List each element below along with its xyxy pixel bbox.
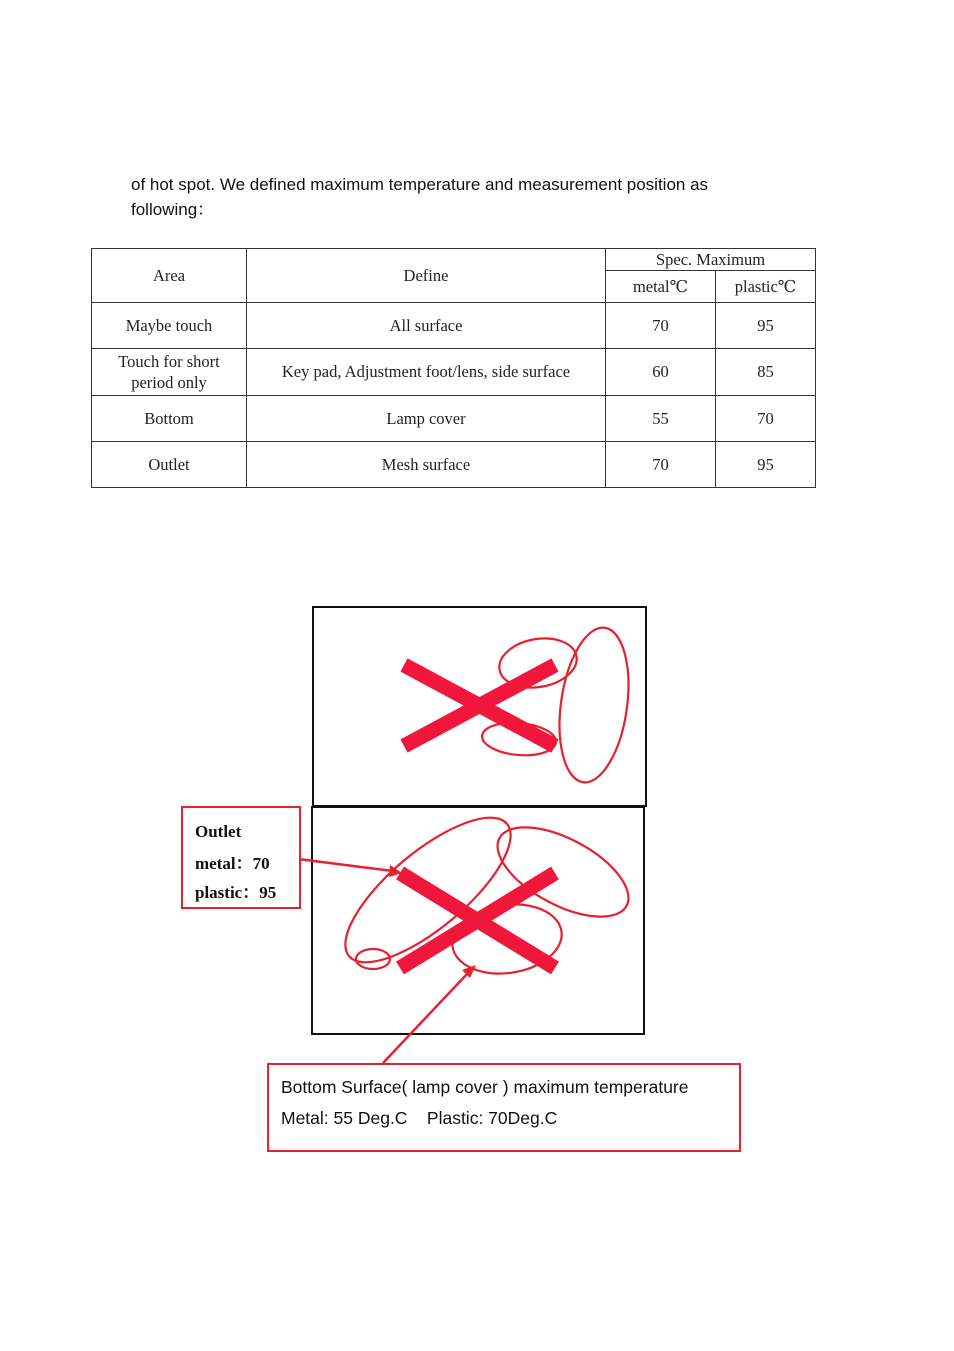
- cell-metal: 60: [606, 349, 716, 395]
- cell-define: Mesh surface: [247, 441, 606, 487]
- cell-area: Touch for short period only: [92, 349, 247, 395]
- cell-define: All surface: [247, 303, 606, 349]
- bottom-callout-line-2: Metal: 55 Deg.C Plastic: 70Deg.C: [281, 1108, 558, 1128]
- cell-plastic: 95: [716, 441, 816, 487]
- bottom-hotspot-circles: [325, 795, 642, 986]
- outlet-arrow-icon: [298, 859, 402, 877]
- cell-area: Bottom: [92, 395, 247, 441]
- outlet-callout-title: Outlet: [195, 822, 242, 841]
- cell-metal: 70: [606, 303, 716, 349]
- header-define: Define: [247, 249, 606, 303]
- cell-define: Lamp cover: [247, 395, 606, 441]
- intro-line-1: of hot spot. We defined maximum temperature and measurement position as: [131, 175, 709, 194]
- cell-area: Outlet: [92, 441, 247, 487]
- outlet-callout-metal: metal：70: [195, 854, 270, 873]
- outlet-callout-plastic: plastic：95: [195, 883, 277, 902]
- bottom-callout-line-1: Bottom Surface( lamp cover ) maximum temperature: [281, 1077, 689, 1097]
- header-metal: metal℃: [606, 271, 716, 303]
- cell-plastic: 95: [716, 303, 816, 349]
- intro-line-2: following：: [131, 200, 215, 219]
- cell-plastic: 70: [716, 395, 816, 441]
- cell-metal: 55: [606, 395, 716, 441]
- cell-metal: 70: [606, 441, 716, 487]
- cell-define: Key pad, Adjustment foot/lens, side surface: [247, 349, 606, 395]
- cell-area: Maybe touch: [92, 303, 247, 349]
- bottom-surface-callout: [267, 1063, 741, 1152]
- header-area: Area: [92, 249, 247, 303]
- cell-plastic: 85: [716, 349, 816, 395]
- top-hotspot-circles: [481, 623, 638, 787]
- bottom-arrow-icon: [383, 965, 476, 1063]
- bottom-x-mark-icon: [400, 873, 555, 968]
- header-spec-maximum: Spec. Maximum: [606, 249, 816, 271]
- top-x-mark-icon: [404, 665, 555, 746]
- outlet-callout: [181, 806, 301, 909]
- header-plastic: plastic℃: [716, 271, 816, 303]
